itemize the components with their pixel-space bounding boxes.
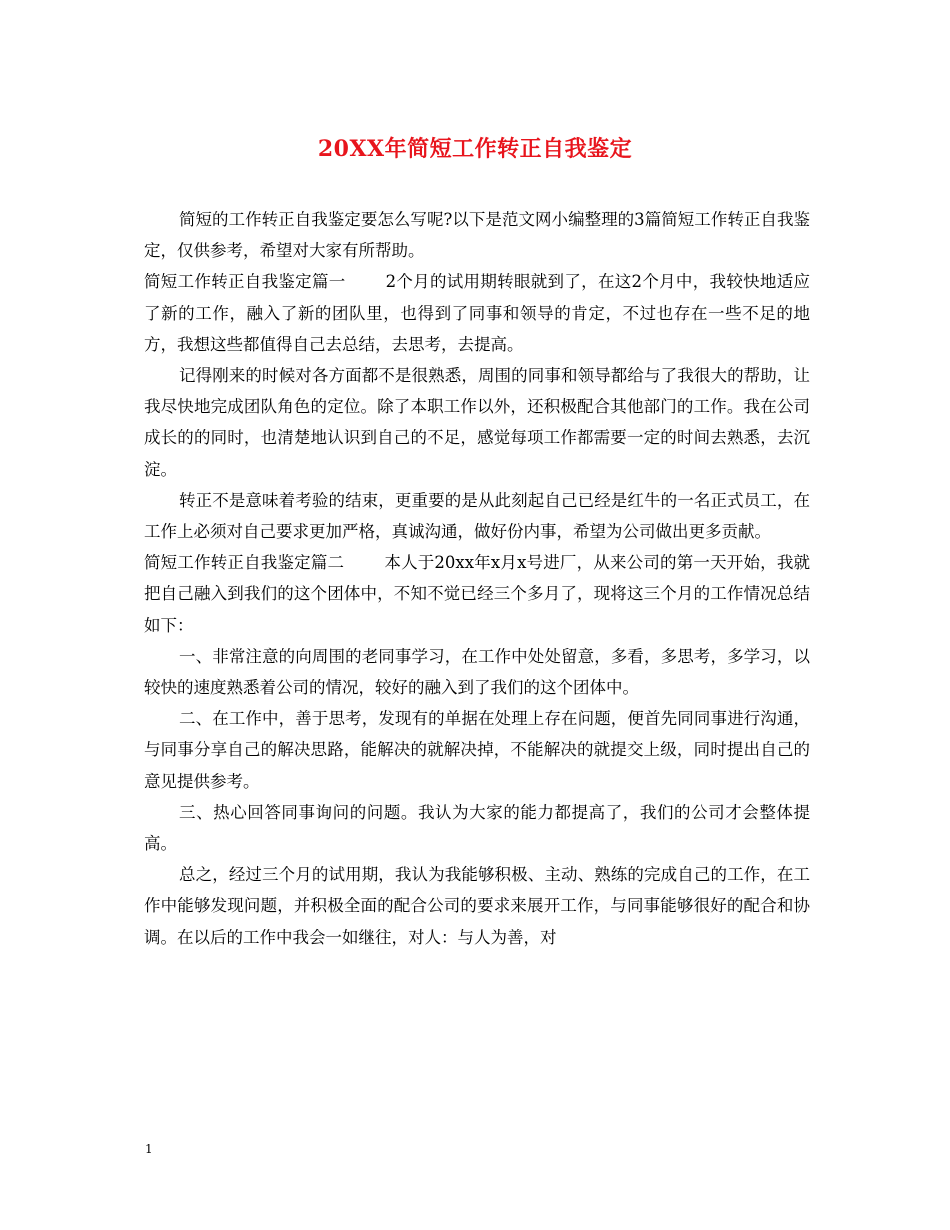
document-body	[144, 204, 810, 953]
section-1-heading: 简短工作转正自我鉴定篇一	[144, 272, 346, 292]
section-2-first-text: 本人于20xx年x月x号进厂，从来公司的第一天开始，我就把自己融入到我们的这个团体中，不知不觉已经三个多月了，现将这三个月的工作情况总结如下：	[144, 553, 811, 635]
document-title: 20XX年简短工作转正自我鉴定	[317, 136, 633, 162]
intro-paragraph: 简短的工作转正自我鉴定要怎么写呢?以下是范文网小编整理的3篇简短工作转正自我鉴定，仅供参考，希望对大家有所帮助。	[144, 210, 810, 261]
section-2-paragraph: 二、在工作中，善于思考，发现有的单据在处理上存在问题，便首先同同事进行沟通，与同事分享自己的解决思路，能解决的就解决掉，不能解决的就提交上级，同时提出自己的意见提供参考。	[144, 709, 810, 791]
section-2-opening	[144, 547, 810, 641]
section-2-paragraph: 总之，经过三个月的试用期，我认为我能够积极、主动、熟练的完成自己的工作，在工作中能够发现问题，并积极全面的配合公司的要求来展开工作，与同事能够很好的配合和协调。在以后的工作中我会一如继往，对人：与人为善，对	[144, 865, 810, 947]
section-1-paragraph: 记得刚来的时候对各方面都不是很熟悉，周围的同事和领导都给与了我很大的帮助，让我尽快地完成团队角色的定位。除了本职工作以外，还积极配合其他部门的工作。我在公司成长的的同时，也清楚地认识到自己的不足，感觉每项工作都需要一定的时间去熟悉，去沉淀。	[144, 366, 810, 479]
section-2-paragraph: 一、非常注意的向周围的老同事学习，在工作中处处留意，多看，多思考，多学习，以较快的速度熟悉着公司的情况，较好的融入到了我们的这个团体中。	[144, 646, 810, 698]
section-1-opening	[144, 266, 810, 360]
section-1-paragraph: 转正不是意味着考验的结束，更重要的是从此刻起自己已经是红牛的一名正式员工，在工作上必须对自己要求更加严格，真诚沟通，做好份内事，希望为公司做出更多贡献。	[144, 490, 810, 542]
section-1-first-text: 2个月的试用期转眼就到了，在这2个月中，我较快地适应了新的工作，融入了新的团队里，也得到了同事和领导的肯定，不过也存在一些不足的地方，我想这些都值得自己去总结，去思考，去提高。	[144, 272, 811, 354]
section-2-heading: 简短工作转正自我鉴定篇二	[144, 553, 345, 573]
section-2-paragraph: 三、热心回答同事询问的问题。我认为大家的能力都提高了，我们的公司才会整体提高。	[144, 802, 810, 854]
page-number: 1	[145, 1142, 153, 1156]
